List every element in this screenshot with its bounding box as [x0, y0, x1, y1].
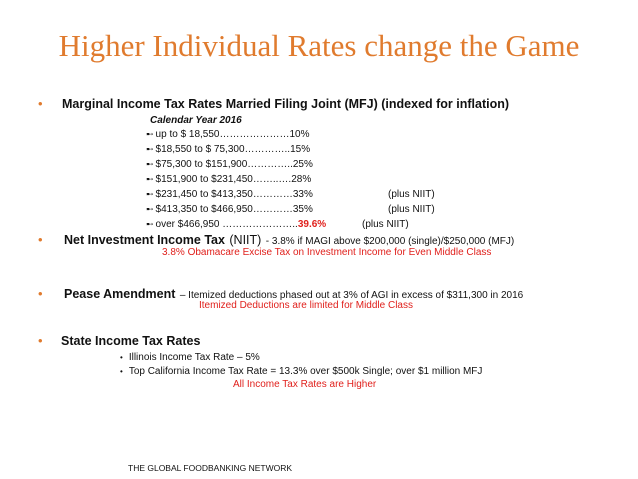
slide-title: Higher Individual Rates change the Game [58, 28, 580, 63]
top-rate: 39.6% [297, 219, 327, 230]
bullet-niit: • [38, 232, 43, 247]
state-item-text: Illinois Income Tax Rate – 5% [128, 352, 260, 363]
pease-note: Itemized Deductions are limited for Middle Class [199, 300, 413, 311]
niit-detail: - 3.8% if MAGI above $200,000 (single)/$250,000 (MFJ) [265, 236, 515, 247]
bracket-row [146, 174, 311, 185]
marginal-heading: Marginal Income Tax Rates Married Filing Joint (MFJ) (indexed for inflation) [62, 97, 510, 111]
bracket-row [146, 204, 313, 215]
footer-text: THE GLOBAL FOODBANKING NETWORK [128, 463, 293, 473]
bracket-text: over $466,950 ………………….. [155, 219, 298, 230]
bullet-state: • [38, 333, 43, 348]
bracket-text: up to $ 18,550…………………10% [155, 129, 310, 140]
state-heading: State Income Tax Rates [61, 334, 201, 348]
sub-bullet: • [120, 367, 123, 376]
bullet-pease: • [38, 286, 43, 301]
state-note: All Income Tax Rates are Higher [233, 379, 377, 390]
arrow-bullet-icon: ➸ [146, 189, 154, 199]
state-item [120, 366, 482, 377]
state-item-text: Top California Income Tax Rate = 13.3% over $500k Single; over $1 million MFJ [128, 366, 483, 377]
bracket-text: $231,450 to $413,350…………33% [155, 189, 313, 200]
bracket-note: (plus NIIT) [388, 189, 435, 200]
calendar-year-label: Calendar Year 2016 [150, 115, 242, 126]
bracket-note: (plus NIIT) [388, 204, 435, 215]
pease-heading: Pease Amendment [64, 287, 176, 301]
state-item [120, 352, 260, 363]
bracket-text: $413,350 to $466,950…………35% [155, 204, 313, 215]
bracket-text: $151,900 to $231,450……..….28% [155, 174, 312, 185]
niit-note: 3.8% Obamacare Excise Tax on Investment Income for Even Middle Class [162, 247, 492, 258]
bracket-text: $75,300 to $151,900…………..25% [155, 159, 313, 170]
bracket-text: $18,550 to $ 75,300…………..15% [155, 144, 311, 155]
arrow-bullet-icon: ➸ [146, 204, 154, 214]
bracket-row [146, 159, 313, 170]
arrow-bullet-icon: ➸ [146, 144, 154, 154]
pease-detail: – Itemized deductions phased out at 3% of AGI in excess of $311,300 in 2016 [179, 290, 524, 301]
bracket-row [146, 219, 326, 230]
arrow-bullet-icon: ➸ [146, 159, 154, 169]
niit-heading: Net Investment Income Tax [64, 233, 225, 247]
arrow-bullet-icon: ➸ [146, 129, 154, 139]
bracket-note: (plus NIIT) [362, 219, 409, 230]
bracket-row [146, 189, 313, 200]
niit-abbr: (NIIT) [229, 233, 262, 247]
sub-bullet: • [120, 353, 123, 362]
arrow-bullet-icon: ➸ [146, 219, 154, 229]
arrow-bullet-icon: ➸ [146, 174, 154, 184]
bullet-marginal: • [38, 96, 43, 111]
bracket-row [146, 129, 310, 140]
bracket-row [146, 144, 310, 155]
